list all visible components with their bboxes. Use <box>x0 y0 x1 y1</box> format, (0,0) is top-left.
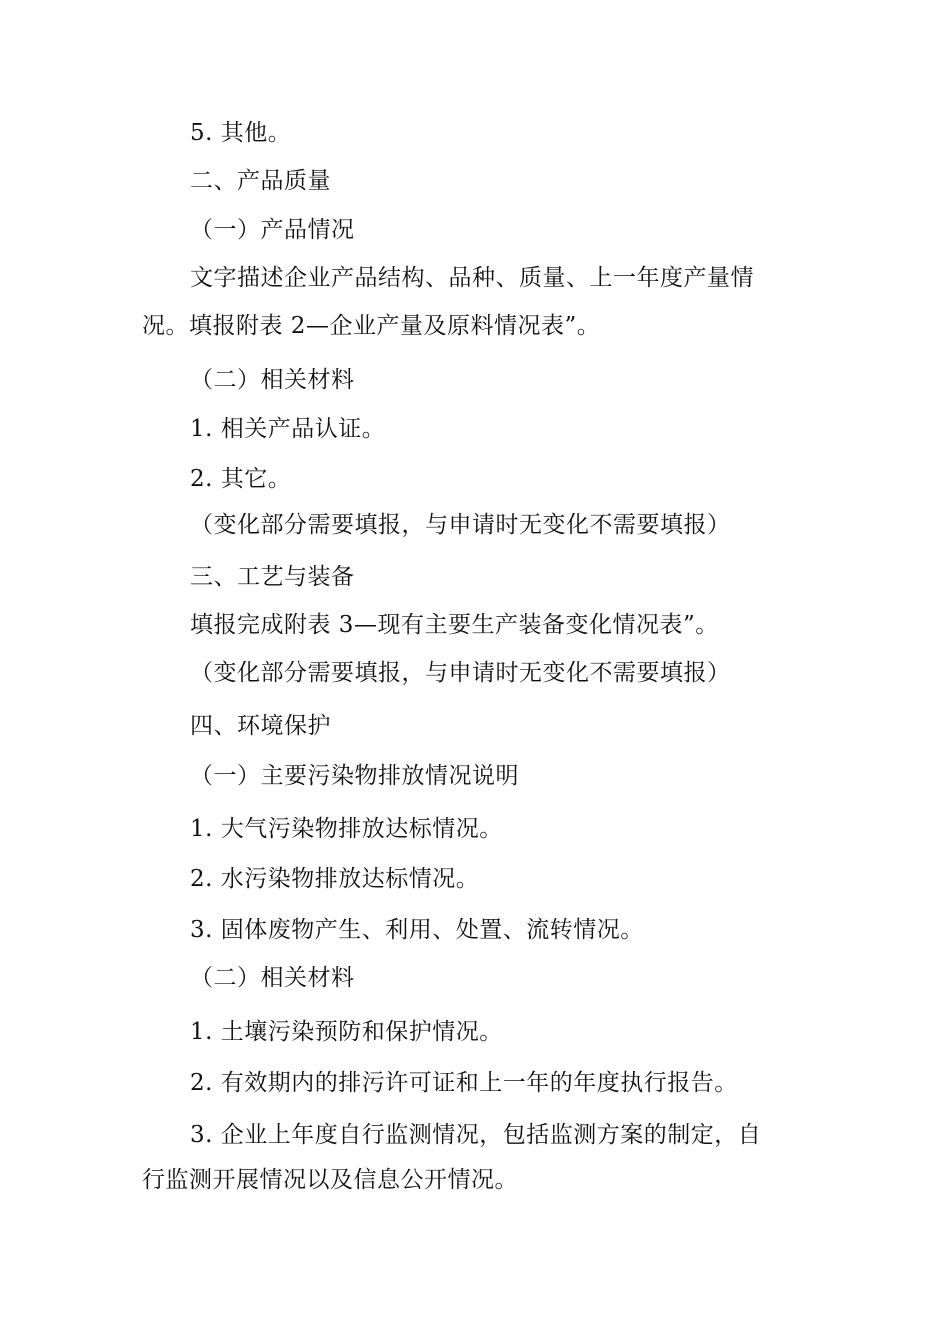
item-solid-waste: 3. 固体废物产生、利用、处置、流转情况。 <box>190 917 644 943</box>
paragraph-product-description-line2: 况。填报附表 2—企业产量及原料情况表”。 <box>142 313 601 339</box>
section-heading-product-quality: 二、产品质量 <box>190 168 331 194</box>
section-heading-environmental-protection: 四、环境保护 <box>190 713 331 739</box>
item-water-pollutants: 2. 水污染物排放达标情况。 <box>190 866 480 892</box>
paragraph-self-monitoring-line1: 3. 企业上年度自行监测情况，包括监测方案的制定，自 <box>190 1122 762 1148</box>
item-other: 5. 其他。 <box>190 120 292 146</box>
subsection-heading-related-materials: （二）相关材料 <box>190 367 355 393</box>
paragraph-product-description-line1: 文字描述企业产品结构、品种、质量、上一年度产量情 <box>190 265 754 291</box>
paragraph-self-monitoring-line2: 行监测开展情况以及信息公开情况。 <box>142 1167 518 1193</box>
paragraph-equipment-form: 填报完成附表 3—现有主要生产装备变化情况表”。 <box>190 612 719 638</box>
subsection-heading-related-materials-2: （二）相关材料 <box>190 965 355 991</box>
subsection-heading-product-status: （一）产品情况 <box>190 217 355 243</box>
subsection-heading-pollutant-emission: （一）主要污染物排放情况说明 <box>190 763 519 789</box>
item-product-certification: 1. 相关产品认证。 <box>190 416 386 442</box>
item-other-2: 2. 其它。 <box>190 466 292 492</box>
note-change-reporting: （变化部分需要填报，与申请时无变化不需要填报） <box>190 512 731 538</box>
section-heading-process-equipment: 三、工艺与装备 <box>190 564 355 590</box>
item-discharge-permit: 2. 有效期内的排污许可证和上一年的年度执行报告。 <box>190 1070 738 1096</box>
item-air-pollutants: 1. 大气污染物排放达标情况。 <box>190 816 503 842</box>
note-change-reporting-2: （变化部分需要填报，与申请时无变化不需要填报） <box>190 660 731 686</box>
item-soil-pollution: 1. 土壤污染预防和保护情况。 <box>190 1019 503 1045</box>
